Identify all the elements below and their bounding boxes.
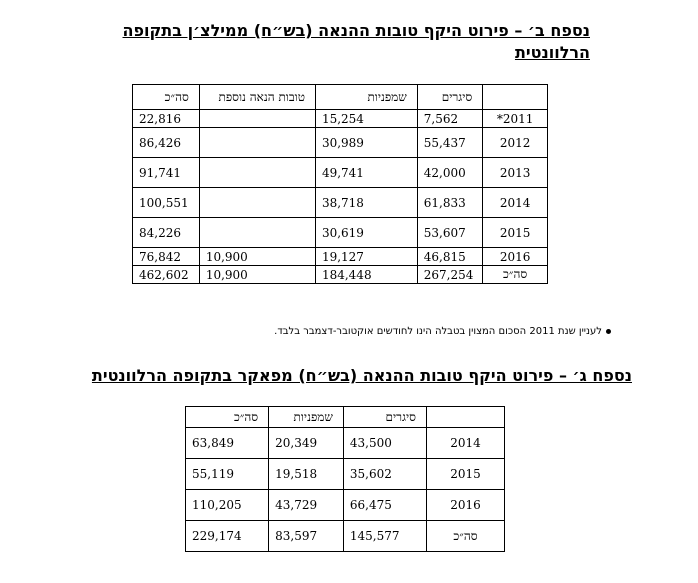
cell-total: 55,119 (186, 459, 269, 490)
cell-cigars: 46,815 (417, 248, 482, 266)
header-total: סה״כ (133, 85, 200, 110)
cell-cigars: 55,437 (417, 128, 482, 158)
cell-year: 2016 (483, 248, 548, 266)
table-row (133, 158, 548, 188)
cell-year: 2016 (427, 490, 505, 521)
cell-additional-benefit: 10,900 (199, 248, 315, 266)
table-row (133, 248, 548, 266)
cell-total: 84,226 (133, 218, 200, 248)
cell-champagnes: 20,349 (269, 428, 344, 459)
cell-champagnes: 15,254 (315, 110, 417, 128)
cell-champagnes: 83,597 (269, 521, 344, 552)
cell-additional-benefit (199, 158, 315, 188)
table-row (133, 110, 548, 128)
appendix-c-title: נספח ג׳ – פירוט היקף טובות ההנאה (בש״ח) מפאקר בתקופה הרלוונטית (91, 366, 632, 385)
cell-cigars: 66,475 (343, 490, 426, 521)
table-row (186, 459, 505, 490)
table-header-row (133, 85, 548, 110)
table-row (133, 218, 548, 248)
cell-cigars: 61,833 (417, 188, 482, 218)
cell-total: 86,426 (133, 128, 200, 158)
header-cigars: סיגרים (343, 407, 426, 428)
cell-additional-benefit (199, 218, 315, 248)
header-total: סה״כ (186, 407, 269, 428)
cell-total-label: סה״כ (483, 266, 548, 284)
cell-additional-benefit (199, 128, 315, 158)
cell-total: 63,849 (186, 428, 269, 459)
cell-total: 22,816 (133, 110, 200, 128)
cell-additional-benefit (199, 110, 315, 128)
header-champagnes: שמפניות (315, 85, 417, 110)
cell-year: 2015 (427, 459, 505, 490)
bullet-icon (606, 329, 611, 334)
header-cigars: סיגרים (417, 85, 482, 110)
cell-champagnes: 184,448 (315, 266, 417, 284)
header-champagnes: שמפניות (269, 407, 344, 428)
cell-cigars: 267,254 (417, 266, 482, 284)
cell-champagnes: 19,518 (269, 459, 344, 490)
cell-year: 2014 (427, 428, 505, 459)
cell-year: 2013 (483, 158, 548, 188)
cell-cigars: 35,602 (343, 459, 426, 490)
cell-cigars: 53,607 (417, 218, 482, 248)
appendix-b-table (132, 84, 548, 284)
cell-champagnes: 38,718 (315, 188, 417, 218)
cell-champagnes: 30,989 (315, 128, 417, 158)
footnote: לעניין שנת 2011 הסכום המצוין בטבלה הינו לחודשים אוקטובר-דצמבר בלבד. (274, 326, 602, 337)
cell-cigars: 7,562 (417, 110, 482, 128)
header-year (427, 407, 505, 428)
cell-total: 110,205 (186, 490, 269, 521)
cell-year: 2014 (483, 188, 548, 218)
cell-additional-benefit: 10,900 (199, 266, 315, 284)
cell-champagnes: 30,619 (315, 218, 417, 248)
table-header-row (186, 407, 505, 428)
cell-champagnes: 19,127 (315, 248, 417, 266)
appendix-b-title: נספח ב׳ – פירוט היקף טובות ההנאה (בש״ח) ממילצ׳ן בתקופה הרלוונטית (122, 21, 590, 62)
table-total-row (133, 266, 548, 284)
cell-year: 2011* (483, 110, 548, 128)
cell-cigars: 42,000 (417, 158, 482, 188)
header-year (483, 85, 548, 110)
cell-total: 91,741 (133, 158, 200, 188)
cell-total: 462,602 (133, 266, 200, 284)
cell-champagnes: 49,741 (315, 158, 417, 188)
cell-cigars: 145,577 (343, 521, 426, 552)
table-row (133, 188, 548, 218)
appendix-c-table (185, 406, 505, 552)
cell-year: 2012 (483, 128, 548, 158)
cell-year: 2015 (483, 218, 548, 248)
cell-total: 229,174 (186, 521, 269, 552)
cell-additional-benefit (199, 188, 315, 218)
cell-total-label: סה״כ (427, 521, 505, 552)
cell-champagnes: 43,729 (269, 490, 344, 521)
cell-total: 100,551 (133, 188, 200, 218)
table-row (133, 128, 548, 158)
header-additional-benefit: טובות הנאה נוספת (199, 85, 315, 110)
table-row (186, 428, 505, 459)
cell-cigars: 43,500 (343, 428, 426, 459)
cell-total: 76,842 (133, 248, 200, 266)
table-row (186, 490, 505, 521)
table-total-row (186, 521, 505, 552)
